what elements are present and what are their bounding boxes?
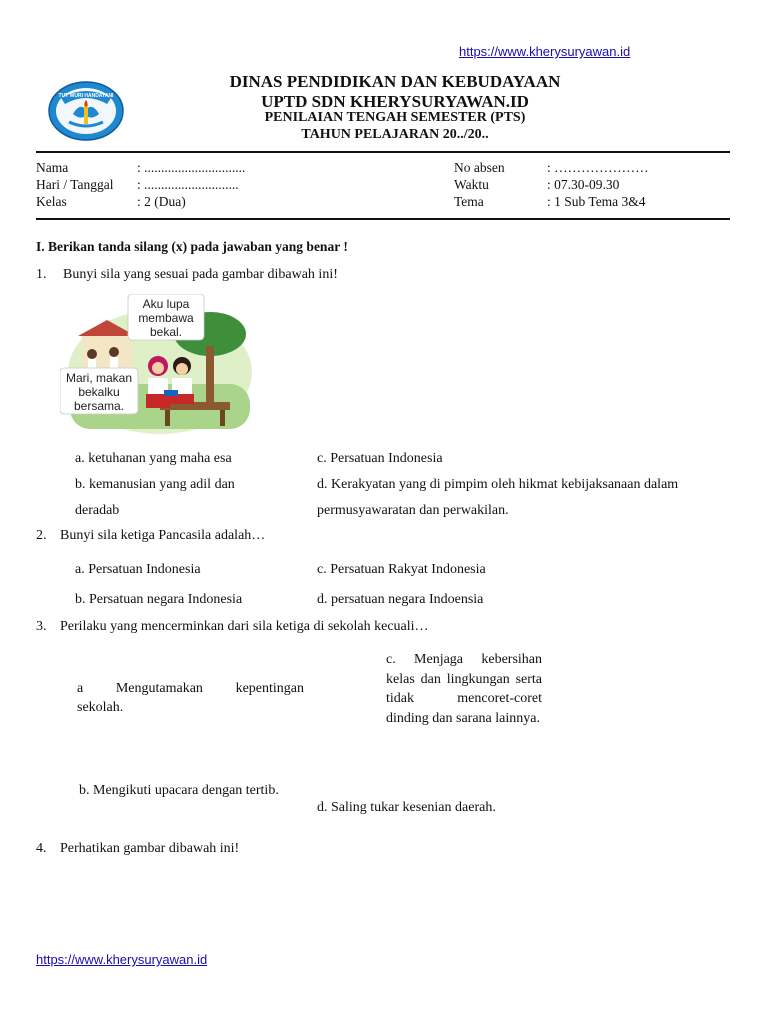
- nama-label: Nama: [36, 160, 69, 175]
- q3-option-d[interactable]: d. Saling tukar kesenian daerah.: [317, 800, 496, 815]
- header-line-2: UPTD SDN KHERYSURYAWAN.ID: [261, 92, 529, 111]
- header-line-3: PENILAIAN TENGAH SEMESTER (PTS): [264, 110, 526, 125]
- hari-value: : ............................: [137, 177, 239, 192]
- q2-option-d[interactable]: d. persatuan negara Indoensia: [317, 592, 484, 607]
- q1-option-d-cont: permusyawaratan dan perwakilan.: [317, 503, 509, 518]
- tut-wuri-handayani-logo: [47, 80, 125, 142]
- q1-option-d[interactable]: d. Kerakyatan yang di pimpim oleh hikmat kebijaksanaan dalam: [317, 477, 679, 492]
- absen-value: : …………………: [547, 160, 649, 175]
- q4-number: 4.: [36, 841, 47, 856]
- q1-illustration: [60, 294, 255, 436]
- header-rule-bottom: [36, 218, 730, 220]
- bottom-link[interactable]: https://www.kherysuryawan.id: [36, 952, 208, 967]
- hari-label: Hari / Tanggal: [36, 177, 114, 192]
- q3-text: Perilaku yang mencerminkan dari sila ketiga di sekolah kecuali…: [60, 619, 429, 634]
- top-link[interactable]: https://www.kherysuryawan.id: [459, 44, 631, 59]
- q4-text: Perhatikan gambar dibawah ini!: [60, 841, 240, 856]
- q1-text: Bunyi sila yang sesuai pada gambar dibawah ini!: [63, 267, 338, 282]
- tema-value: : 1 Sub Tema 3&4: [547, 194, 646, 209]
- nama-value: : ..............................: [137, 160, 246, 175]
- bubble-left-line-3: bersama.: [73, 399, 125, 413]
- bubble-left-line-1: Mari, makan: [65, 371, 133, 385]
- q2-option-b[interactable]: b. Persatuan negara Indonesia: [75, 592, 243, 607]
- q1-number: 1.: [36, 267, 47, 282]
- q3-option-c[interactable]: c. Menjaga kebersihan kelas dan lingkungan serta tidak mencoret-coret dinding dan sarana lainnya.: [386, 652, 542, 726]
- q1-option-a[interactable]: a. ketuhanan yang maha esa: [75, 451, 232, 466]
- logo-ribbon-text: TUT WURI HANDAYANI: [58, 93, 114, 99]
- header-line-1: DINAS PENDIDIKAN DAN KEBUDAYAAN: [229, 72, 561, 91]
- bubble-top-line-3: bekal.: [149, 325, 183, 339]
- bubble-top-line-2: membawa: [138, 311, 194, 325]
- q3-option-b[interactable]: b. Mengikuti upacara dengan tertib.: [79, 783, 279, 798]
- kelas-label: Kelas: [36, 194, 67, 209]
- q1-option-b[interactable]: b. kemanusian yang adil dan: [75, 477, 235, 492]
- absen-label: No absen: [454, 160, 505, 175]
- header-line-4: TAHUN PELAJARAN 20../20..: [301, 127, 489, 142]
- waktu-value: : 07.30-09.30: [547, 177, 620, 192]
- q2-text: Bunyi sila ketiga Pancasila adalah…: [60, 528, 266, 543]
- bubble-top-line-1: Aku lupa: [142, 297, 190, 311]
- q2-number: 2.: [36, 528, 47, 543]
- section-title: I. Berikan tanda silang (x) pada jawaban yang benar !: [36, 239, 348, 254]
- q3-option-a[interactable]: a Mengutamakan kepentingan sekolah.: [77, 681, 308, 715]
- q1-option-c[interactable]: c. Persatuan Indonesia: [317, 451, 443, 466]
- q2-option-c[interactable]: c. Persatuan Rakyat Indonesia: [317, 562, 486, 577]
- kelas-value: : 2 (Dua): [137, 194, 186, 209]
- tema-label: Tema: [454, 194, 484, 209]
- q1-option-b-cont: deradab: [75, 503, 120, 518]
- q2-option-a[interactable]: a. Persatuan Indonesia: [75, 562, 201, 577]
- header-rule-top: [36, 151, 730, 153]
- bubble-left-line-2: bekalku: [78, 385, 120, 399]
- q3-number: 3.: [36, 619, 47, 634]
- waktu-label: Waktu: [454, 177, 489, 192]
